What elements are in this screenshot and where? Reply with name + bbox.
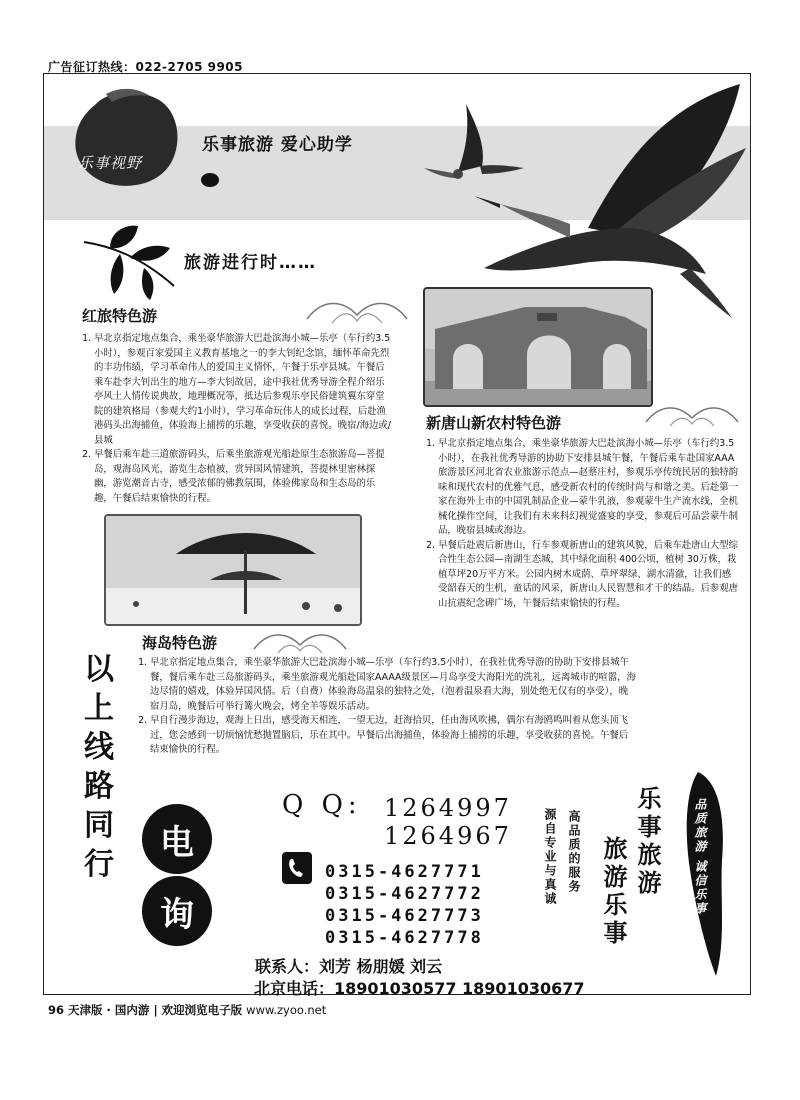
ornament-swirl-icon — [642, 398, 742, 432]
list-item: 1. 早北京指定地点集合，乘坐豪华旅游大巴赴滨海小城—乐亭（车行约3.5小时），在我社优秀导游的协助下安排县城午餐，餐后乘车赴三岛旅游码头，乘坐旅游观光船赴国家AAAA级景区—月岛享受大海阳光的洗礼，远离城市的喧嚣，海边尽情的嬉戏，体验异国风情。后（自费）体验海岛温泉的独特之处，（泡着温泉看大海，别处绝无仅有的享受），晚宿月岛，晚餐后可举行篝火晚会，烤全羊等娱乐活动。 — [150, 656, 636, 714]
ink-dot-icon — [200, 172, 220, 188]
brush-text: 品质旅游 诚信乐事 — [693, 798, 707, 917]
section-title-new-tangshan: 新唐山新农村特色游 — [426, 414, 562, 432]
ad-hotline: 广告征订热线：022-2705 9905 — [48, 60, 244, 74]
brush-stroke-banner — [676, 770, 732, 980]
footer — [48, 1002, 326, 1018]
new-tangshan-itinerary — [424, 437, 740, 611]
ornament-swirl-icon — [250, 625, 350, 659]
logo-text: 乐事视野 — [78, 154, 143, 172]
qq-number-1: 1264997 — [384, 794, 512, 822]
slogan-big-1: 乐事旅游 — [633, 786, 661, 898]
section-title-red-tour: 红旅特色游 — [82, 307, 158, 325]
header-title: 乐事旅游 爱心助学 — [202, 135, 353, 155]
slogan-big-2: 旅游乐事 — [599, 836, 627, 948]
call-circle-2: 询 — [142, 876, 212, 946]
website-link[interactable]: www.zyoo.net — [246, 1003, 327, 1017]
footer-separator: | — [153, 1003, 158, 1017]
call-circle-1: 电 — [142, 804, 212, 874]
beach-umbrella-photo — [104, 514, 362, 626]
phone-number-4: 0315-4627778 — [325, 928, 484, 948]
list-item: 2. 早自行漫步海边，观海上日出，感受海天相连，一望无边，赶海拾贝，任由海风吹拂，偶尔有海鸥鸣叫着从您头顶飞过，您会感到一切烦恼忧愁抛置脑后，乐在其中。早餐后出海捕鱼，体验海上捕捞的乐趣，享受收获的喜悦。午餐后结束愉快的行程。 — [150, 714, 636, 758]
phone-number-1: 0315-4627771 — [325, 862, 484, 882]
list-item: 1. 早北京指定地点集合，乘坐豪华旅游大巴赴滨海小城—乐亭（车行约3.5小时），在我社优秀导游的协助下安排县城午餐，午餐后乘车赴国家AAA旅游景区河北省农业旅游示范点—赵蔡庄村，参观乐亭传统民居的独特韵味和现代农村的优雅气息，感受新农村的传统时尚与和谐之美。后赴第一家在海外上市的中国乳制品企业—蒙牛乳液，参观蒙牛生产流水线，全机械化操作空间，让我们有未来科幻视觉盛宴的享受，参观后可品尝蒙牛制品，晚宿县城或海边。 — [438, 437, 740, 539]
phone-number-3: 0315-4627773 — [325, 906, 484, 926]
leaf-branch-icon — [80, 222, 180, 302]
ornament-swirl-icon — [302, 293, 412, 329]
page-number: 96 — [48, 1003, 65, 1017]
qq-label: Q Q: — [282, 790, 362, 820]
edition-label: 天津版 · 国内游 — [68, 1003, 150, 1017]
phone-number-2: 0315-4627772 — [325, 884, 484, 904]
red-tour-itinerary — [80, 332, 392, 506]
list-item: 1. 早北京指定地点集合，乘坐豪华旅游大巴赴滨海小城—乐亭（车行约3.5小时），参观百家爱国主义教育基地之一的李大钊纪念馆，缅怀革命先烈的丰功伟绩，学习革命伟人的爱国主义情怀，午餐于乐亭县城。午餐后乘车赴李大钊出生的地方—李大钊故居，途中我社优秀导游全程介绍乐亭风土人情传说典故，地理概况等，抵达后参观乐亭民俗建筑翼东穿堂院的建筑格局（参观大约1小时），学习革命玩伟人的成长过程，后赴渔港码头出海捕鱼，体验海上捕捞的乐趣，享受收获的喜悦。晚宿/海边或/县城 — [94, 332, 392, 448]
gate-photo — [423, 287, 653, 407]
contact-people: 联系人：刘芳 杨朋媛 刘云 — [255, 957, 443, 976]
qq-number-2: 1264967 — [384, 822, 512, 850]
slogan-service: 高品质的服务 — [567, 810, 581, 894]
list-item: 2. 早餐后乘车赴三道旅游码头，后乘坐旅游观光船赴原生态旅游岛—菩提岛，观海岛风光，游览生态植被，赏异国风情建筑，菩提林里密林探幽，游览潮音古寺，感受浓郁的佛教氛围，体验佛家岛和生态岛的乐趣，午餐后结束愉快的行程。 — [94, 448, 392, 506]
section-title-island: 海岛特色游 — [142, 634, 218, 652]
ink-logo-icon — [66, 86, 186, 196]
beijing-phone: 北京电话：18901030577 18901030677 — [254, 979, 585, 998]
island-itinerary — [136, 656, 636, 758]
phone-icon — [282, 852, 312, 884]
same-trade-vertical-text: 以上线路同行 — [84, 652, 114, 882]
slogan-sincerity: 源自专业与真诚 — [543, 808, 557, 906]
travel-now-heading: 旅游进行时…… — [184, 253, 317, 273]
list-item: 2. 早餐后赴震后新唐山，行车参观新唐山的建筑风貌，后乘车赴唐山大型综合性生态公园—南湖生态城，其中绿化面积 400公顷，植树 30万株，栽植草坪20万平方米。公园内树木成荫、草坪翠绿、湖水清澈，让我们感受韶春天的生机，童话的风采，新唐山人民智慧和才干的结晶。后参观唐山抗震纪念碑广场，午餐后结束愉快的行程。 — [438, 539, 740, 612]
welcome-text: 欢迎浏览电子版 — [161, 1003, 243, 1017]
